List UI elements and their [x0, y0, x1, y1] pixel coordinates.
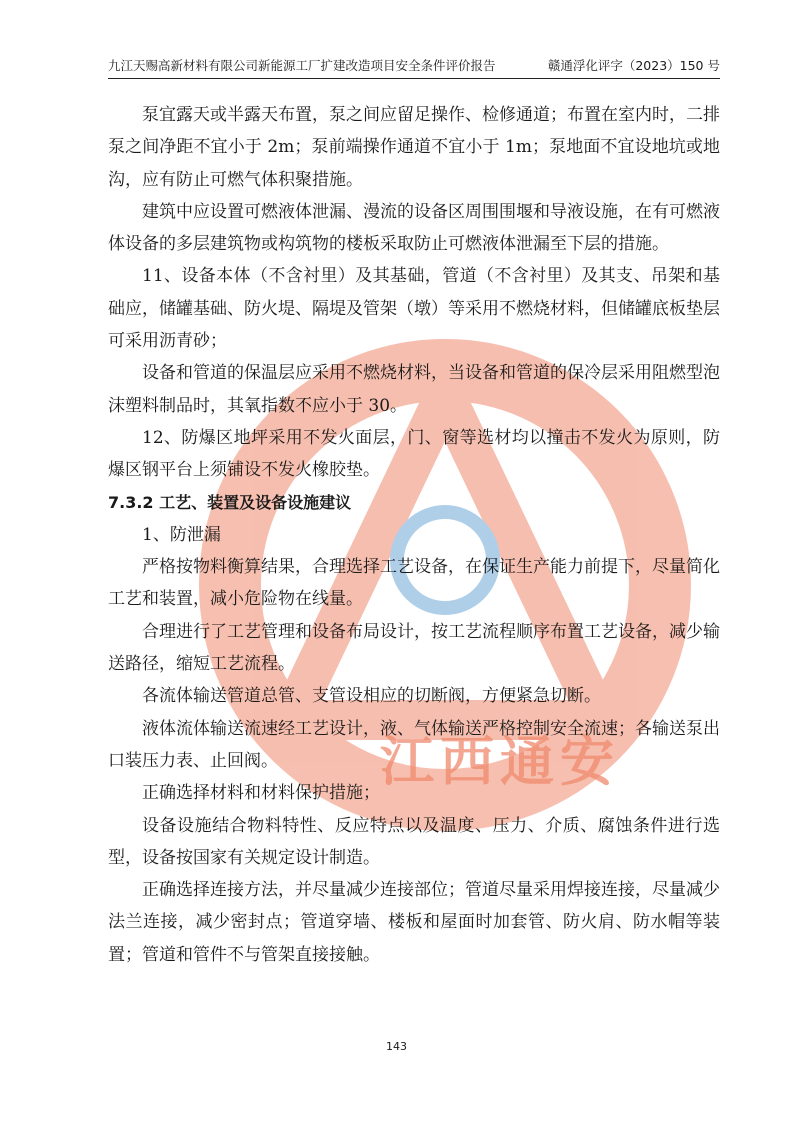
- stamp-text: 江西通安: [380, 730, 620, 793]
- page-number: 143: [386, 1040, 407, 1053]
- paragraph: 严格按物料衡算结果，合理选择工艺设备，在保证生产能力前提下，尽量简化工艺和装置，减小危险物在线量。: [108, 557, 720, 610]
- paragraph: 建筑中应设置可燃液体泄漏、漫流的设备区周围围堰和导液设施，在有可燃液体设备的多层建筑物或构筑物的楼板采取防止可燃液体泄漏至下层的措施。: [108, 201, 720, 255]
- header-divider: [108, 78, 720, 79]
- paragraph: 泵宜露天或半露天布置，泵之间应留足操作、检修通道；布置在室内时，二排泵之间净距不宜小于 2m；泵前端操作通道不宜小于 1m；泵地面不宜设地坑或地沟，应有防止可燃气体积聚措施。: [108, 105, 720, 190]
- paragraph: 设备设施结合物料特性、反应特点以及温度、压力、介质、腐蚀条件进行选型，设备按国家有关规定设计制造。: [108, 815, 720, 868]
- paragraph: 12、防爆区地坪采用不发火面层，门、窗等选材均以撞击不发火为原则，防爆区钢平台上须铺设不发火橡胶垫。: [108, 427, 720, 481]
- paragraph: 液体流体输送流速经工艺设计，液、气体输送严格控制安全流速；各输送泵出口装压力表、止回阀。: [108, 718, 720, 771]
- paragraph: 正确选择材料和材料保护措施；: [142, 783, 380, 804]
- report-number: 赣通浮化评字（2023）150 号: [547, 58, 720, 73]
- paragraph: 1、防泄漏: [142, 524, 221, 545]
- paragraph: 正确选择连接方法，并尽量减少连接部位；管道尽量采用焊接连接，尽量减少法兰连接，减少密封点；管道穿墙、楼板和屋面时加套管、防火肩、防水帽等装置；管道和管件不与管架直接接触。: [108, 880, 720, 965]
- paragraph: 各流体输送管道总管、支管设相应的切断阀，方便紧急切断。: [142, 686, 601, 707]
- report-title: 九江天赐高新材料有限公司新能源工厂扩建改造项目安全条件评价报告: [108, 58, 496, 73]
- document-body: [108, 99, 720, 971]
- section-heading: 7.3.2 工艺、装置及设备设施建议: [108, 492, 352, 512]
- paragraph: 合理进行了工艺管理和设备布局设计，按工艺流程顺序布置工艺设备，减少输送路径，缩短工艺流程。: [108, 621, 720, 675]
- paragraph: 11、设备本体（不含衬里）及其基础，管道（不含衬里）及其支、吊架和基础应，储罐基础、防火堤、隔堤及管架（墩）等采用不燃烧材料，但储罐底板垫层可采用沥青砂；: [108, 266, 720, 352]
- paragraph: 设备和管道的保温层应采用不燃烧材料，当设备和管道的保冷层采用阻燃型泡沫塑料制品时，其氧指数不应小于 30。: [108, 363, 720, 416]
- page-header: [108, 56, 720, 78]
